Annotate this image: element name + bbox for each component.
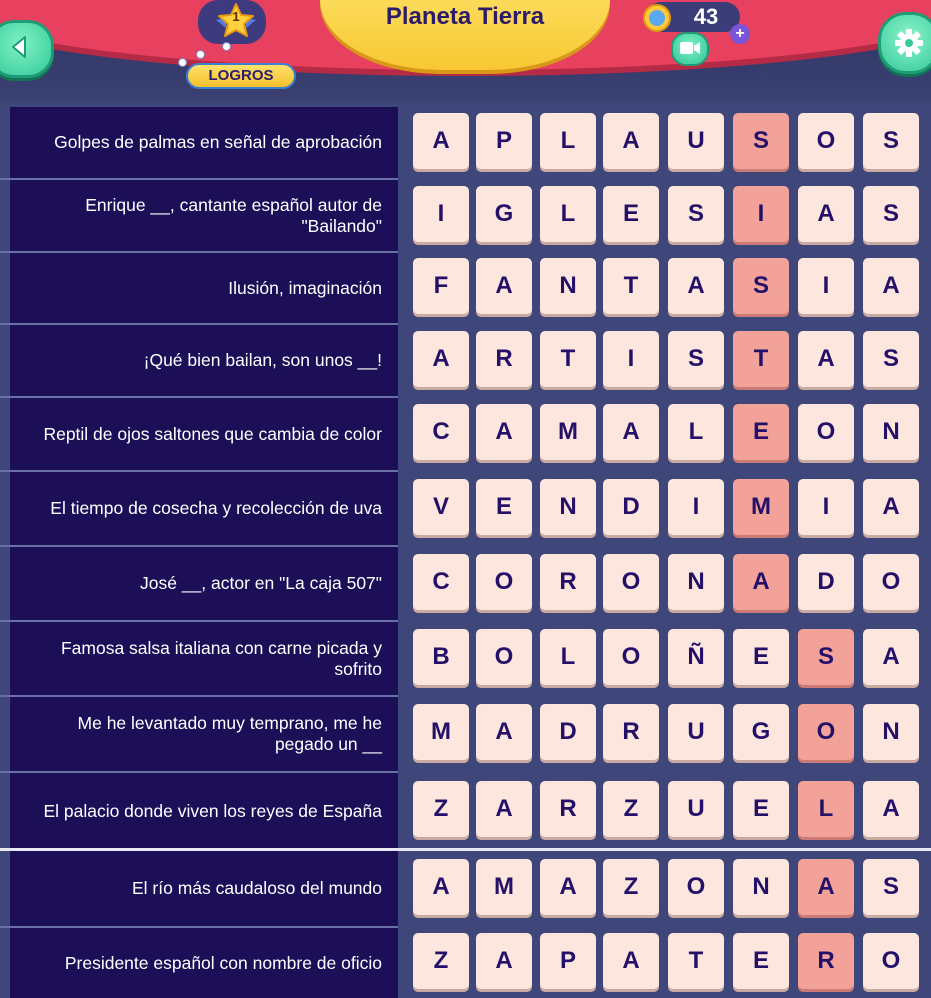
letter-tile[interactable]: M xyxy=(413,704,469,760)
letter-tile[interactable]: S xyxy=(733,113,789,169)
clue-text: Ilusión, imaginación xyxy=(10,253,398,323)
letter-tile[interactable]: A xyxy=(603,113,659,169)
clue-text: Famosa salsa italiana con carne picada y sofrito xyxy=(10,622,398,695)
clue-text: José __, actor en "La caja 507" xyxy=(10,547,398,620)
letter-tile[interactable]: S xyxy=(798,629,854,685)
letter-tile[interactable]: R xyxy=(540,781,596,837)
letter-tile[interactable]: M xyxy=(476,859,532,915)
letter-tile[interactable]: A xyxy=(668,258,724,314)
letter-tile[interactable]: A xyxy=(798,331,854,387)
letter-tile[interactable]: S xyxy=(733,258,789,314)
letter-tile[interactable]: O xyxy=(798,704,854,760)
letter-tile[interactable]: O xyxy=(863,933,919,989)
letter-tile[interactable]: A xyxy=(603,933,659,989)
achievements-button[interactable]: LOGROS xyxy=(186,63,296,89)
letter-tile[interactable]: D xyxy=(603,479,659,535)
top-bar xyxy=(0,0,931,100)
clue-row xyxy=(0,107,931,178)
clue-row xyxy=(0,547,931,620)
section-divider xyxy=(0,848,931,851)
letter-tile[interactable]: O xyxy=(863,554,919,610)
letter-tile[interactable]: G xyxy=(476,186,532,242)
letter-tile[interactable]: R xyxy=(603,704,659,760)
clue-row xyxy=(0,622,931,695)
letter-tile[interactable]: A xyxy=(863,629,919,685)
letter-tile[interactable]: I xyxy=(603,331,659,387)
letter-tile[interactable]: A xyxy=(476,704,532,760)
letter-tile[interactable]: U xyxy=(668,113,724,169)
letter-tile[interactable]: Z xyxy=(603,781,659,837)
clue-text: Golpes de palmas en señal de aprobación xyxy=(10,107,398,178)
letter-tile[interactable]: D xyxy=(798,554,854,610)
letter-tile[interactable]: L xyxy=(540,629,596,685)
letter-tile[interactable]: A xyxy=(798,859,854,915)
letter-tile[interactable]: S xyxy=(863,331,919,387)
letter-tile[interactable]: A xyxy=(863,781,919,837)
letter-tile[interactable]: I xyxy=(798,479,854,535)
letter-tile[interactable]: A xyxy=(733,554,789,610)
letter-tile[interactable]: A xyxy=(476,781,532,837)
letter-tile[interactable]: A xyxy=(863,479,919,535)
clue-text: Me he levantado muy temprano, me he pegado un __ xyxy=(10,697,398,771)
letter-tile[interactable]: Z xyxy=(603,859,659,915)
settings-button[interactable] xyxy=(878,12,931,74)
letter-tile[interactable]: A xyxy=(603,404,659,460)
clue-text: Reptil de ojos saltones que cambia de color xyxy=(10,398,398,470)
clue-text: El palacio donde viven los reyes de España xyxy=(10,773,398,849)
letter-tile[interactable]: L xyxy=(540,113,596,169)
letter-tile[interactable]: Z xyxy=(413,781,469,837)
letter-tile[interactable]: O xyxy=(476,554,532,610)
watch-video-button[interactable] xyxy=(671,32,709,66)
clue-row xyxy=(0,851,931,926)
letter-tile[interactable]: I xyxy=(668,479,724,535)
coin-count: 43 xyxy=(693,4,719,29)
letter-tile[interactable]: C xyxy=(413,554,469,610)
letter-tile[interactable]: T xyxy=(603,258,659,314)
letter-tile[interactable]: M xyxy=(540,404,596,460)
back-button[interactable] xyxy=(0,20,54,78)
letter-tile[interactable]: L xyxy=(798,781,854,837)
letter-tile[interactable]: T xyxy=(733,331,789,387)
clue-row xyxy=(0,773,931,849)
letter-tile[interactable]: E xyxy=(733,404,789,460)
letter-tile[interactable]: U xyxy=(668,781,724,837)
clue-text: Presidente español con nombre de oficio xyxy=(10,928,398,998)
letter-tile[interactable]: T xyxy=(668,933,724,989)
letter-tile[interactable]: A xyxy=(863,258,919,314)
letter-tile[interactable]: A xyxy=(413,331,469,387)
letter-tile[interactable]: P xyxy=(476,113,532,169)
letter-tile[interactable]: N xyxy=(863,704,919,760)
letter-tile[interactable]: S xyxy=(668,186,724,242)
letter-tile[interactable]: F xyxy=(413,258,469,314)
clue-row xyxy=(0,928,931,998)
letter-tile[interactable]: N xyxy=(668,554,724,610)
letter-tile[interactable]: E xyxy=(733,781,789,837)
letter-tile[interactable]: A xyxy=(798,186,854,242)
letter-tile[interactable]: O xyxy=(668,859,724,915)
letter-tile[interactable]: M xyxy=(733,479,789,535)
chevron-left-icon xyxy=(7,33,33,61)
letter-tile[interactable]: B xyxy=(413,629,469,685)
letter-tile[interactable]: C xyxy=(413,404,469,460)
level-number: 1 xyxy=(232,9,240,24)
letter-tile[interactable]: R xyxy=(476,331,532,387)
gear-icon xyxy=(893,27,925,59)
clue-row xyxy=(0,398,931,470)
letter-tile[interactable]: O xyxy=(603,629,659,685)
letter-tile[interactable]: L xyxy=(540,186,596,242)
letter-tile[interactable]: A xyxy=(413,113,469,169)
clue-text: El río más caudaloso del mundo xyxy=(10,851,398,926)
clue-row xyxy=(0,472,931,545)
letter-tile[interactable]: I xyxy=(733,186,789,242)
clue-text: El tiempo de cosecha y recolección de uva xyxy=(10,472,398,545)
letter-tile[interactable]: A xyxy=(413,859,469,915)
clue-row xyxy=(0,325,931,396)
letter-tile[interactable]: N xyxy=(540,258,596,314)
letter-tile[interactable]: I xyxy=(413,186,469,242)
letter-tile[interactable]: R xyxy=(798,933,854,989)
letter-tile[interactable]: I xyxy=(798,258,854,314)
letter-tile[interactable]: S xyxy=(668,331,724,387)
letter-tile[interactable]: O xyxy=(798,404,854,460)
letter-tile[interactable]: N xyxy=(540,479,596,535)
letter-tile[interactable]: N xyxy=(733,859,789,915)
letter-tile[interactable]: E xyxy=(603,186,659,242)
chain-dot xyxy=(178,58,187,67)
letter-tile[interactable]: A xyxy=(540,859,596,915)
letter-tile[interactable]: O xyxy=(476,629,532,685)
letter-tile[interactable]: S xyxy=(863,113,919,169)
level-title: Planeta Tierra xyxy=(385,3,545,30)
chain-dot xyxy=(196,50,205,59)
letter-tile[interactable]: A xyxy=(476,404,532,460)
clue-row xyxy=(0,697,931,771)
chain-dot xyxy=(222,42,231,51)
letter-tile[interactable]: V xyxy=(413,479,469,535)
letter-tile[interactable]: E xyxy=(476,479,532,535)
letter-tile[interactable]: G xyxy=(733,704,789,760)
letter-tile[interactable]: P xyxy=(540,933,596,989)
letter-tile[interactable]: O xyxy=(798,113,854,169)
letter-tile[interactable]: D xyxy=(540,704,596,760)
letter-tile[interactable]: L xyxy=(668,404,724,460)
letter-tile[interactable]: O xyxy=(603,554,659,610)
clue-row xyxy=(0,253,931,323)
add-coins-button[interactable]: + xyxy=(730,24,750,44)
letter-tile[interactable]: Ñ xyxy=(668,629,724,685)
letter-tile[interactable]: T xyxy=(540,331,596,387)
video-camera-icon xyxy=(680,41,700,55)
letter-tile[interactable]: U xyxy=(668,704,724,760)
clue-text: Enrique __, cantante español autor de "Bailando" xyxy=(10,180,398,251)
letter-tile[interactable]: E xyxy=(733,629,789,685)
letter-tile[interactable]: S xyxy=(863,859,919,915)
letter-tile[interactable]: N xyxy=(863,404,919,460)
letter-tile[interactable]: S xyxy=(863,186,919,242)
letter-tile[interactable]: E xyxy=(733,933,789,989)
coin-icon xyxy=(642,3,672,33)
letter-tile[interactable]: R xyxy=(540,554,596,610)
letter-tile[interactable]: Z xyxy=(413,933,469,989)
clue-text: ¡Qué bien bailan, son unos __! xyxy=(10,325,398,396)
letter-tile[interactable]: A xyxy=(476,933,532,989)
letter-tile[interactable]: A xyxy=(476,258,532,314)
clue-row xyxy=(0,180,931,251)
